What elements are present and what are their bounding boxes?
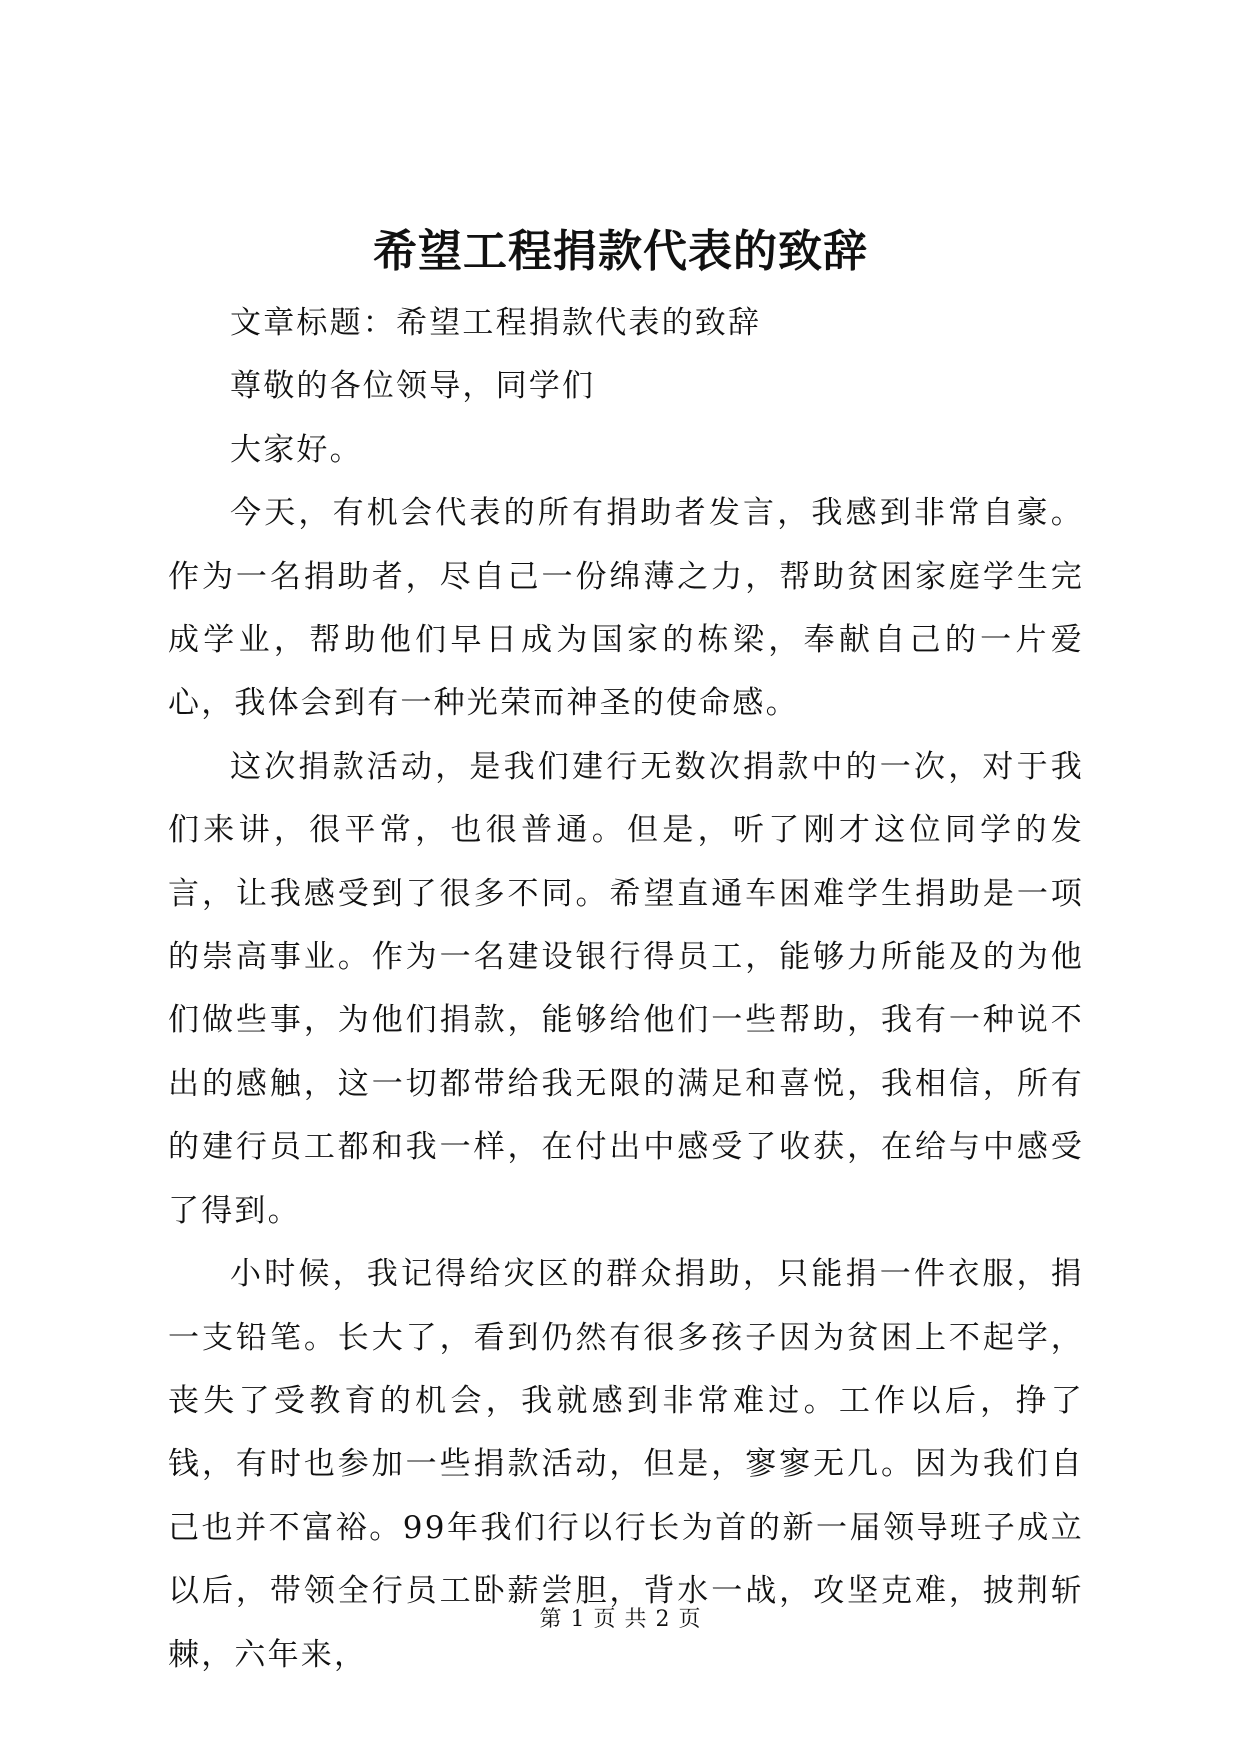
paragraph-body-1: 今天，有机会代表的所有捐助者发言，我感到非常自豪。作为一名捐助者，尽自己一份绵薄之力，帮助贫困家庭学生完成学业，帮助他们早日成为国家的栋梁，奉献自己的一片爱心，我体会到有一种光荣而神圣的使命感。 (168, 495, 1084, 722)
page-number-footer: 第 1 页 共 2 页 (539, 1607, 702, 1632)
paragraph-article-title: 文章标题：希望工程捐款代表的致辞 (230, 305, 762, 341)
paragraph-body-3: 小时候，我记得给灾区的群众捐助，只能捐一件衣服，捐一支铅笔。长大了，看到仍然有很多孩子因为贫困上不起学，丧失了受教育的机会，我就感到非常难过。工作以后，挣了钱，有时也参加一些捐款活动，但是，寥寥无几。因为我们自己也并不富裕。99年我们行以行长为首的新一届领导班子成立以后，带领全行员工卧薪尝胆，背水一战，攻坚克难，披荆斩棘，六年来， (168, 1256, 1084, 1673)
document-title: 希望工程捐款代表的致辞 (373, 226, 868, 277)
paragraph-salutation: 尊敬的各位领导，同学们 (230, 368, 596, 405)
document-body (168, 292, 1084, 1687)
paragraph-body-2: 这次捐款活动，是我们建行无数次捐款中的一次，对于我们来讲，很平常，也很普通。但是，听了刚才这位同学的发言，让我感受到了很多不同。希望直通车困难学生捐助是一项的崇高事业。作为一名建设银行得员工，能够力所能及的为他们做些事，为他们捐款，能够给他们一些帮助，我有一种说不出的感触，这一切都带给我无限的满足和喜悦，我相信，所有的建行员工都和我一样，在付出中感受了收获，在给与中感受了得到。 (168, 748, 1084, 1229)
paragraph-greeting: 大家好。 (230, 431, 363, 468)
